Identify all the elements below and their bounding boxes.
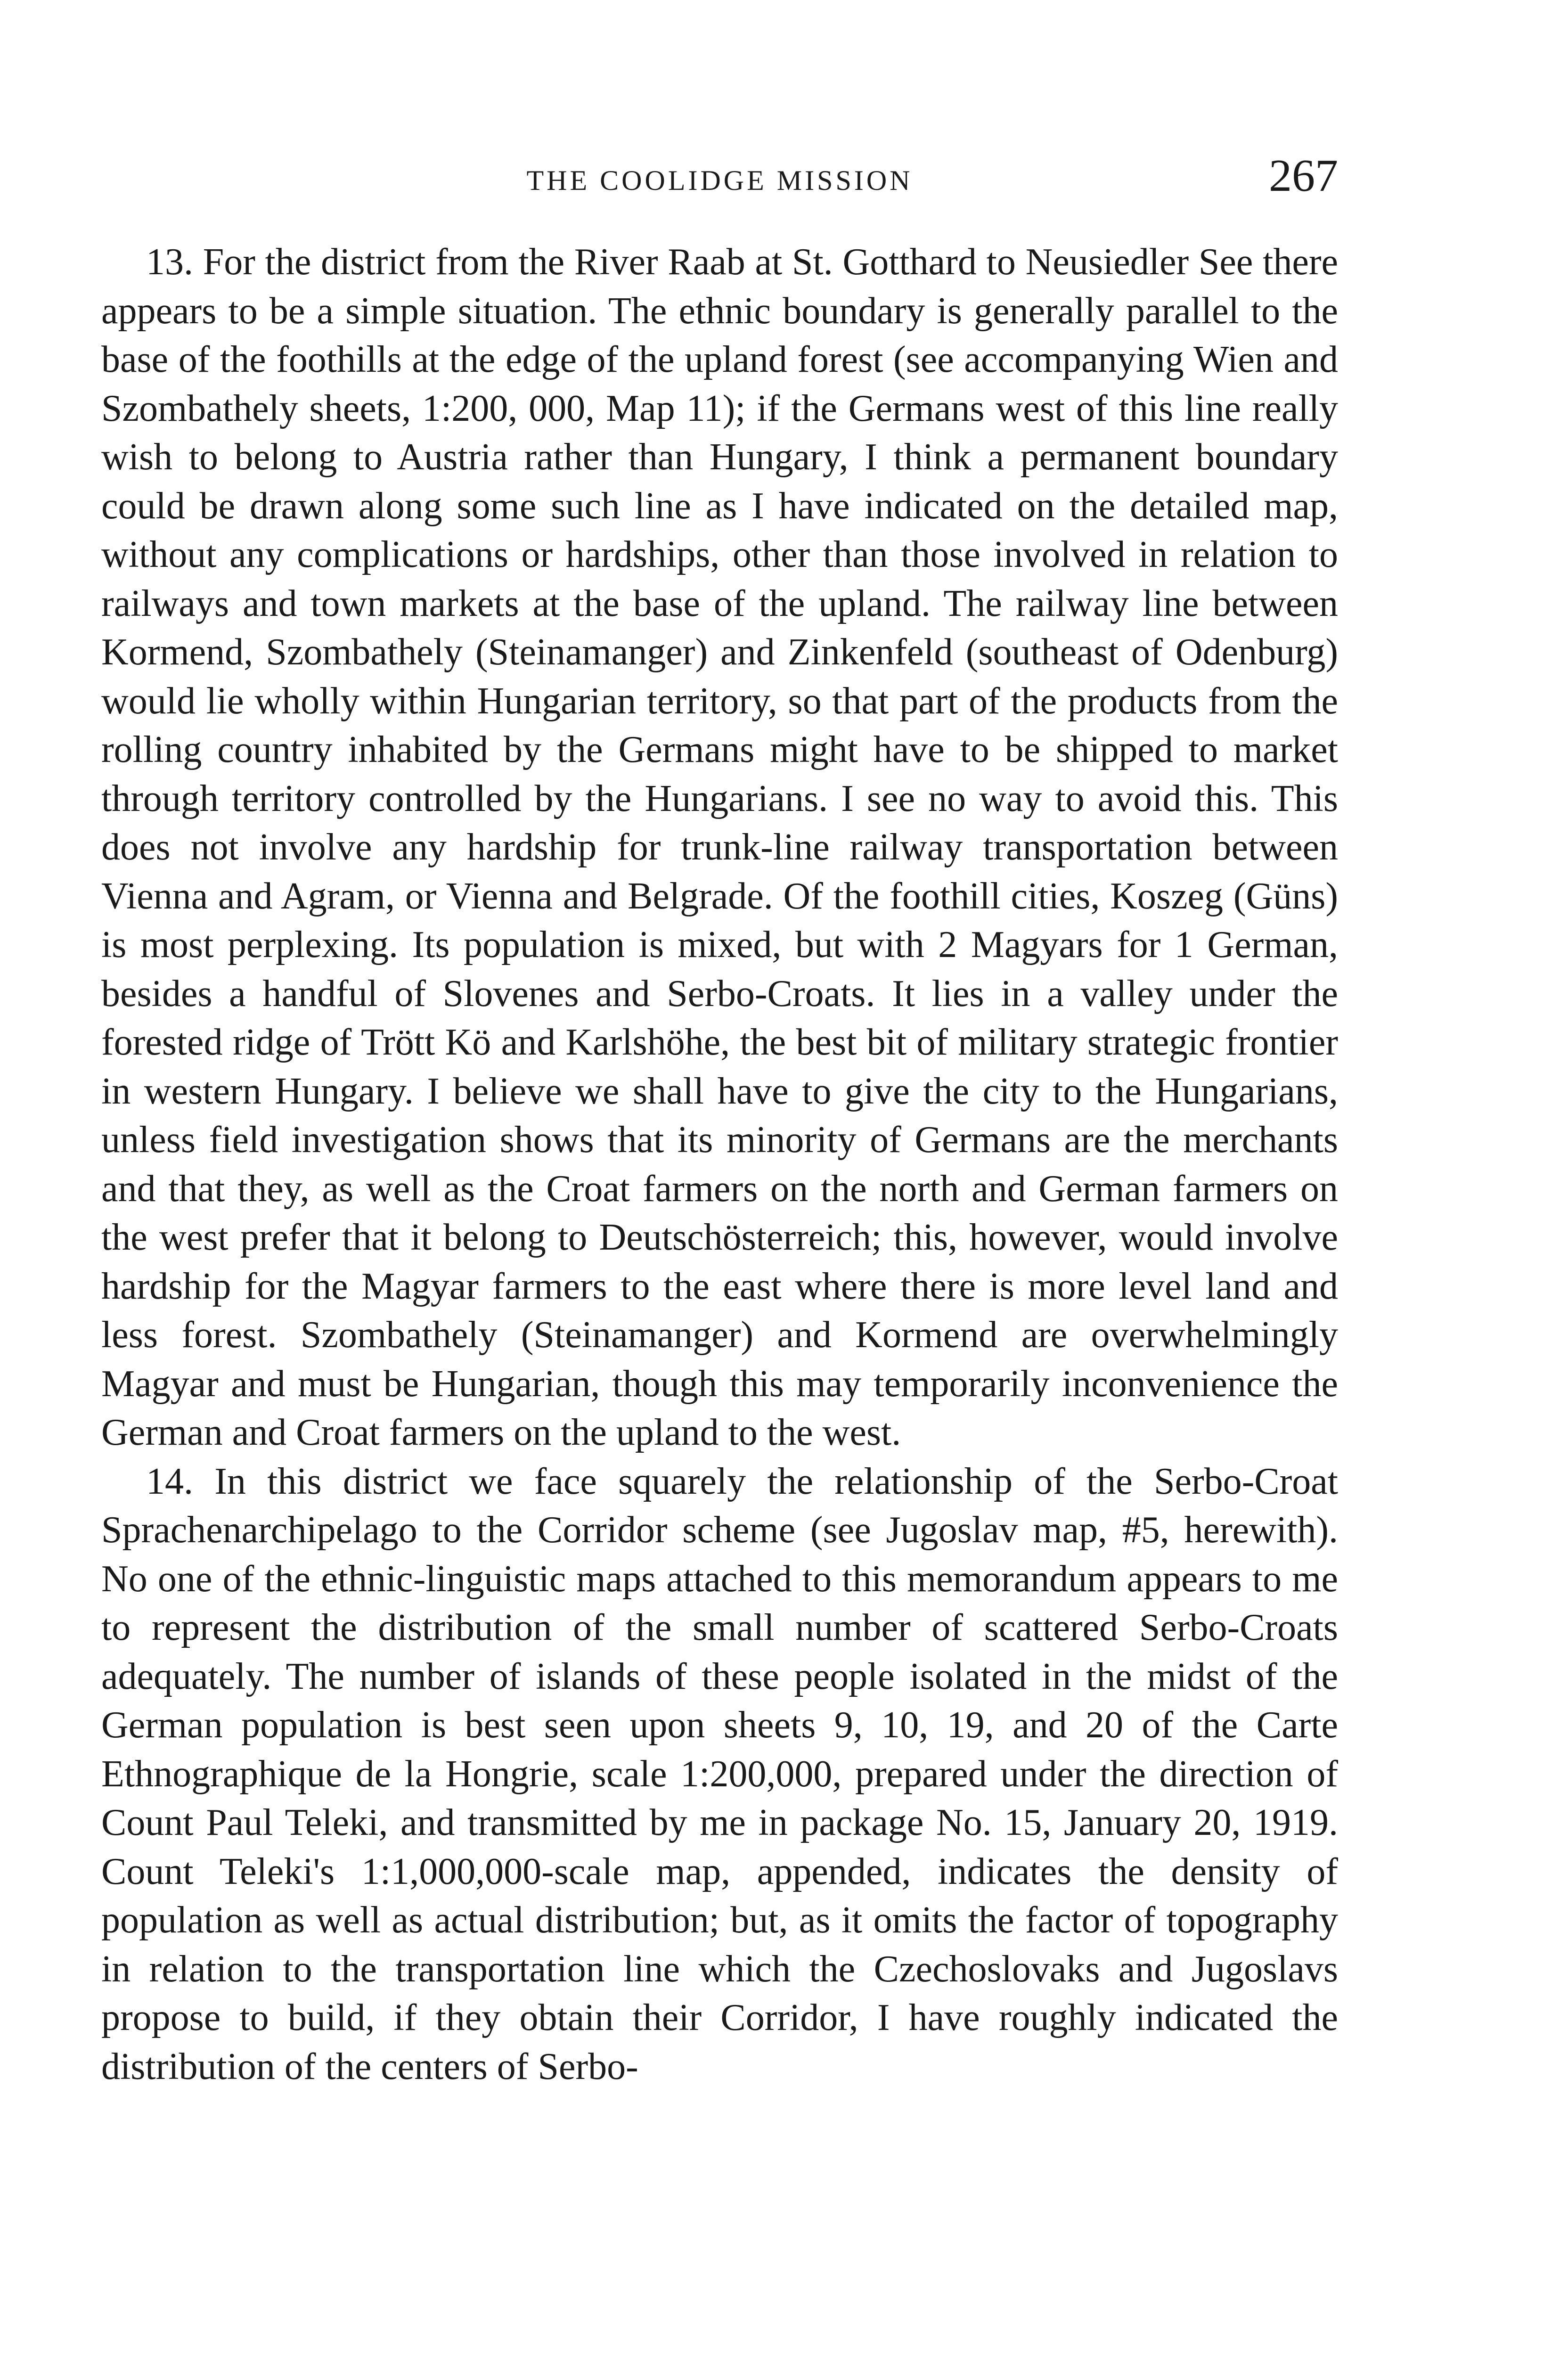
paragraph-number: 14. bbox=[146, 1460, 193, 1502]
page-number: 267 bbox=[1269, 150, 1338, 201]
paragraph-14 bbox=[101, 1457, 1338, 2092]
paragraph-number: 13. bbox=[146, 241, 193, 283]
paragraph-13 bbox=[101, 238, 1338, 1457]
running-header bbox=[101, 146, 1338, 207]
paragraph-text: In this district we face squarely the relationship of the Serbo-Croat Sprachenarchipelago to the Corridor scheme (see Jugoslav map, #5, herewith). No one of the ethnic-linguistic maps attached to this memorandum appears to me to represent the distribution of the small number of scattered Serbo-Croats adequately. The number of islands of these people isolated in the midst of the German population is best seen upon sheets 9, 10, 19, and 20 of the Carte Ethnographique de la Hongrie, scale 1:200,000, prepared under the direction of Count Paul Teleki, and transmitted by me in package No. 15, January 20, 1919. Count Teleki's 1:1,000,000-scale map, appended, indicates the density of population as well as actual distribution; but, as it omits the factor of topography in relation to the transportation line which the Czechoslovaks and Jugoslavs propose to build, if they obtain their Corridor, I have roughly indicated the distribution of the centers of Serbo- bbox=[101, 1460, 1339, 2087]
body-text bbox=[101, 238, 1338, 2091]
running-title: THE COOLIDGE MISSION bbox=[526, 165, 913, 196]
paragraph-text: For the district from the River Raab at St. Gotthard to Neusiedler See there appears to be a simple situation. The ethnic boundary is generally parallel to the base of the foothills at the edge of the upland forest (see accompanying Wien and Szombathely sheets, 1:200, 000, Map 11); if the Germans west of this line really wish to belong to Austria rather than Hungary, I think a permanent boundary could be drawn along some such line as I have indicated on the detailed map, without any complications or hardships, other than those involved in relation to railways and town markets at the base of the upland. The railway line between Kormend, Szombathely (Steinamanger) and Zinkenfeld (southeast of Odenburg) would lie wholly within Hungarian territory, so that part of the products from the rolling country inhabited by the Germans might have to be shipped to market through territory controlled by the Hungarians. I see no way to avoid this. This does not involve any hardship for trunk-line railway transportation between Vienna and Agram, or Vienna and Belgrade. Of the foothill cities, Koszeg (Güns) is most perplexing. Its population is mixed, but with 2 Magyars for 1 German, besides a handful of Slovenes and Serbo-Croats. It lies in a valley under the forested ridge of Trött Kö and Karlshöhe, the best bit of military strategic frontier in western Hungary. I believe we shall have to give the city to the Hungarians, unless field investigation shows that its minority of Germans are the merchants and that they, as well as the Croat farmers on the north and German farmers on the west prefer that it belong to Deutschösterreich; this, however, would involve hardship for the Magyar farmers to the east where there is more level land and less forest. Szombathely (Steinamanger) and Kormend are overwhelmingly Magyar and must be Hungarian, though this may temporarily inconvenience the German and Croat farmers on the upland to the west. bbox=[101, 241, 1339, 1453]
